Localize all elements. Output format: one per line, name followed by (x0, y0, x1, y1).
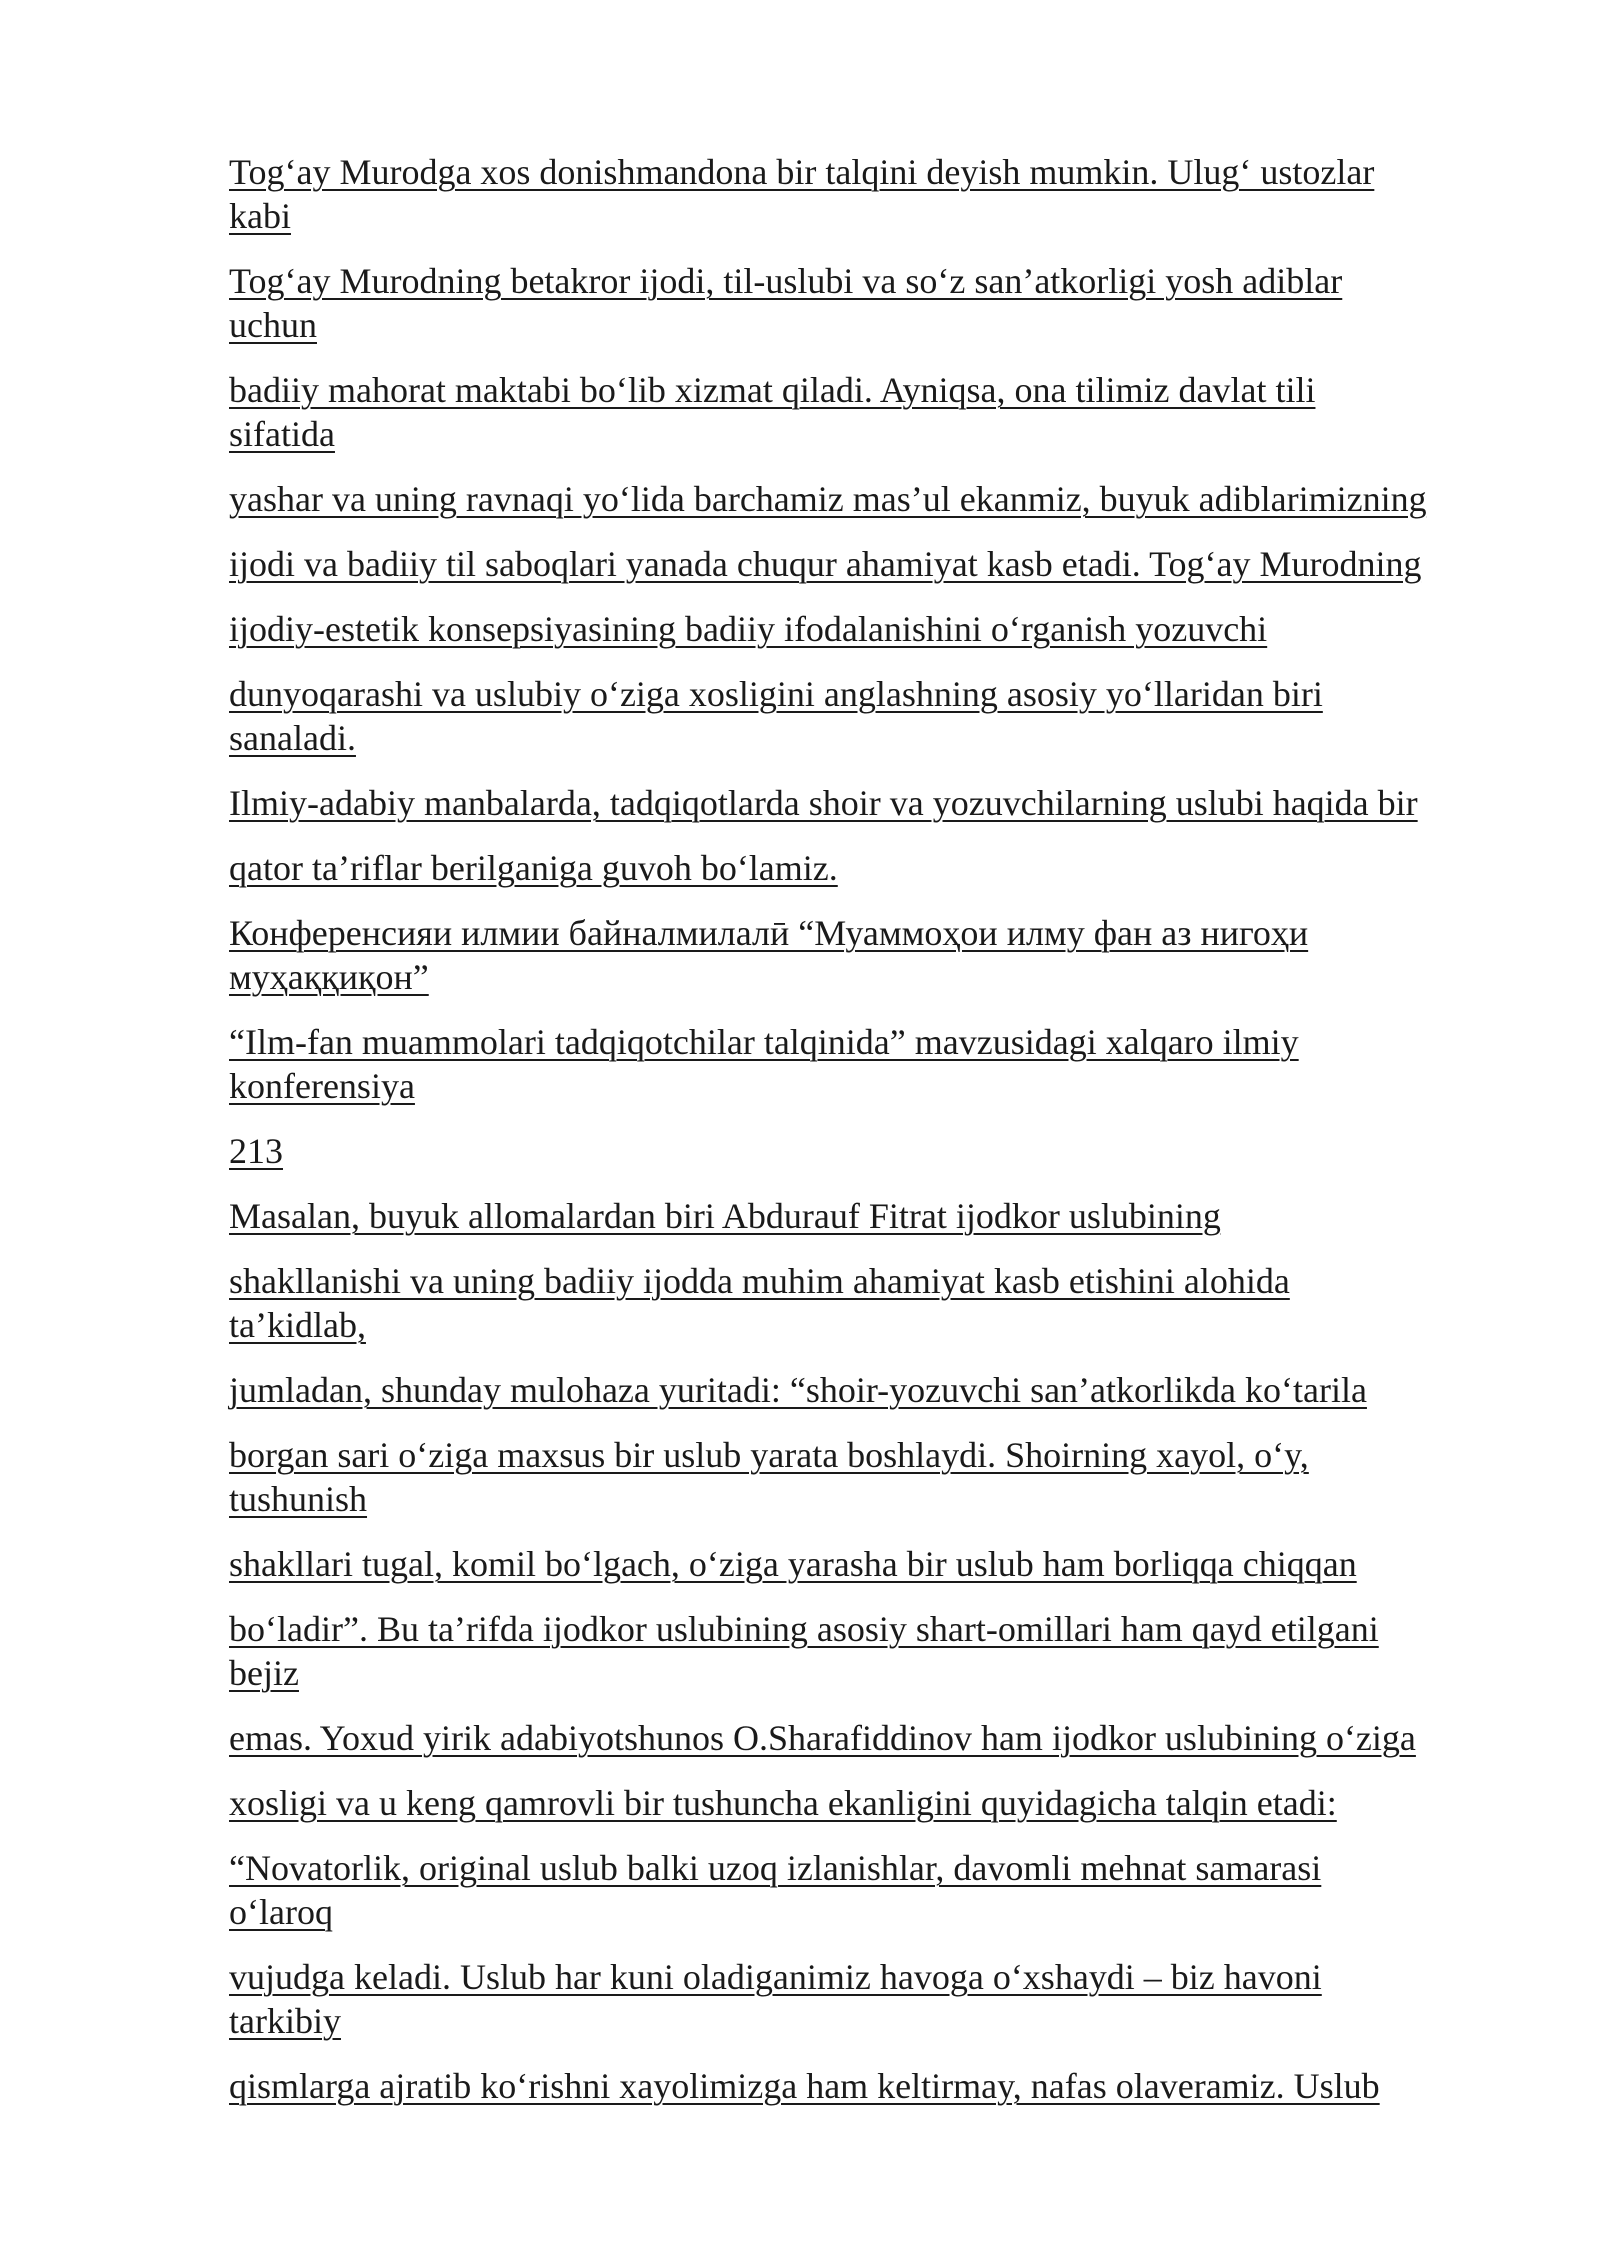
text-line: emas. Yoxud yirik adabiyotshunos O.Sharafiddinov ham ijodkor uslubining o‘ziga (229, 1718, 1416, 1758)
text-line: ijodi va badiiy til saboqlari yanada chuqur ahamiyat kasb etadi. Tog‘ay Murodning (229, 544, 1422, 584)
document-body (229, 150, 1509, 2129)
text-line: Tog‘ay Murodga xos donishmandona bir talqini deyish mumkin. Ulug‘ ustozlar kabi (229, 152, 1375, 236)
text-line: shakllari tugal, komil bo‘lgach, o‘ziga yarasha bir uslub ham borliqqa chiqqan (229, 1544, 1357, 1584)
text-line: qator ta’riflar berilganiga guvoh bo‘lamiz. (229, 848, 838, 888)
text-line: “Novatorlik, original uslub balki uzoq izlanishlar, davomli mehnat samarasi o‘laroq (229, 1848, 1322, 1932)
text-line: Masalan, buyuk allomalardan biri Abdurauf Fitrat ijodkor uslubining (229, 1196, 1221, 1236)
text-line: xosligi va u keng qamrovli bir tushuncha ekanligini quyidagicha talqin etadi: (229, 1783, 1337, 1823)
text-line: borgan sari o‘ziga maxsus bir uslub yarata boshlaydi. Shoirning xayol, o‘y, tushunish (229, 1435, 1309, 1519)
text-line: badiiy mahorat maktabi bo‘lib xizmat qiladi. Ayniqsa, ona tilimiz davlat tili sifatida (229, 370, 1316, 454)
running-header-line: Конференсияи илмии байналмилалӣ “Муаммоҳои илму фан аз нигоҳи муҳаққиқон” (229, 913, 1309, 997)
text-line: vujudga keladi. Uslub har kuni oladiganimiz havoga o‘xshaydi – biz havoni tarkibiy (229, 1957, 1322, 2041)
text-line: shakllanishi va uning badiiy ijodda muhim ahamiyat kasb etishini alohida ta’kidlab, (229, 1261, 1290, 1345)
text-line: yashar va uning ravnaqi yo‘lida barchamiz mas’ul ekanmiz, buyuk adiblarimizning (229, 479, 1427, 519)
text-line: bo‘ladir”. Bu ta’rifda ijodkor uslubining asosiy shart-omillari ham qayd etilgani bejiz (229, 1609, 1379, 1693)
running-header-line: “Ilm-fan muammolari tadqiqotchilar talqinida” mavzusidagi xalqaro ilmiy konferensiya (229, 1022, 1299, 1106)
text-line: Ilmiy-adabiy manbalarda, tadqiqotlarda shoir va yozuvchilarning uslubi haqida bir (229, 783, 1418, 823)
page-number: 213 (229, 1131, 283, 1171)
text-line: ijodiy-estetik konsepsiyasining badiiy ifodalanishini o‘rganish yozuvchi (229, 609, 1268, 649)
text-line: qismlarga ajratib ko‘rishni xayolimizga ham keltirmay, nafas olaveramiz. Uslub (229, 2066, 1380, 2106)
text-line: jumladan, shunday mulohaza yuritadi: “shoir-yozuvchi san’atkorlikda ko‘tarila (229, 1370, 1367, 1410)
text-line: Tog‘ay Murodning betakror ijodi, til-uslubi va so‘z san’atkorligi yosh adiblar uchun (229, 261, 1343, 345)
text-line: dunyoqarashi va uslubiy o‘ziga xosligini anglashning asosiy yo‘llaridan biri sanaladi. (229, 674, 1323, 758)
